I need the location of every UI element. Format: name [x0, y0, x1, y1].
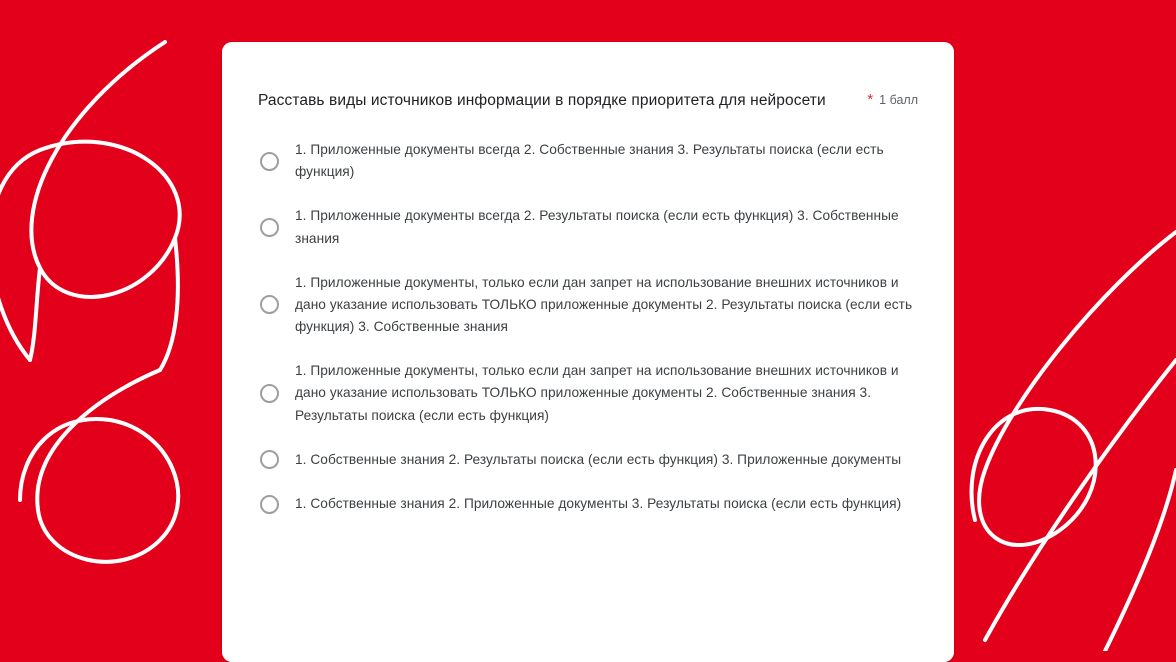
radio-button-icon[interactable]: [260, 495, 279, 514]
required-asterisk-icon: *: [867, 91, 874, 108]
option-row[interactable]: [258, 272, 918, 339]
option-label: 1. Собственные знания 2. Результаты поиска (если есть функция) 3. Приложенные документы: [295, 451, 902, 467]
option-label: 1. Собственные знания 2. Приложенные документы 3. Результаты поиска (если есть функция): [295, 496, 902, 511]
radio-button-icon[interactable]: [260, 295, 279, 314]
option-row[interactable]: [258, 205, 918, 249]
question-card: [222, 42, 954, 662]
option-row[interactable]: [258, 449, 918, 471]
option-row[interactable]: [258, 493, 918, 515]
option-row[interactable]: [258, 139, 918, 183]
options-list: [258, 139, 918, 515]
question-title: Расставь виды источников информации в порядке приоритета для нейросети: [258, 92, 826, 109]
radio-button-icon[interactable]: [260, 152, 279, 171]
radio-button-icon[interactable]: [260, 384, 279, 403]
option-label: 1. Приложенные документы всегда 2. Собственные знания 3. Результаты поиска (если есть функция): [295, 141, 884, 180]
points-indicator: [867, 90, 918, 107]
option-label: 1. Приложенные документы всегда 2. Результаты поиска (если есть функция) 3. Собственные знания: [295, 208, 899, 246]
option-label: 1. Приложенные документы, только если дан запрет на использование внешних источников и дано указание использовать ТОЛЬКО приложенные документы 2. Результаты поиска (если есть функция) 3. Собственные знания: [295, 274, 913, 335]
radio-button-icon[interactable]: [260, 450, 279, 469]
radio-button-icon[interactable]: [260, 218, 279, 237]
points-label: 1 балл: [879, 93, 918, 107]
option-label: 1. Приложенные документы, только если дан запрет на использование внешних источников и дано указание использовать ТОЛЬКО приложенные документы 2. Собственные знания 3. Результаты поиска (если есть функция): [295, 363, 899, 423]
question-header: [258, 90, 918, 113]
option-row[interactable]: [258, 360, 918, 427]
